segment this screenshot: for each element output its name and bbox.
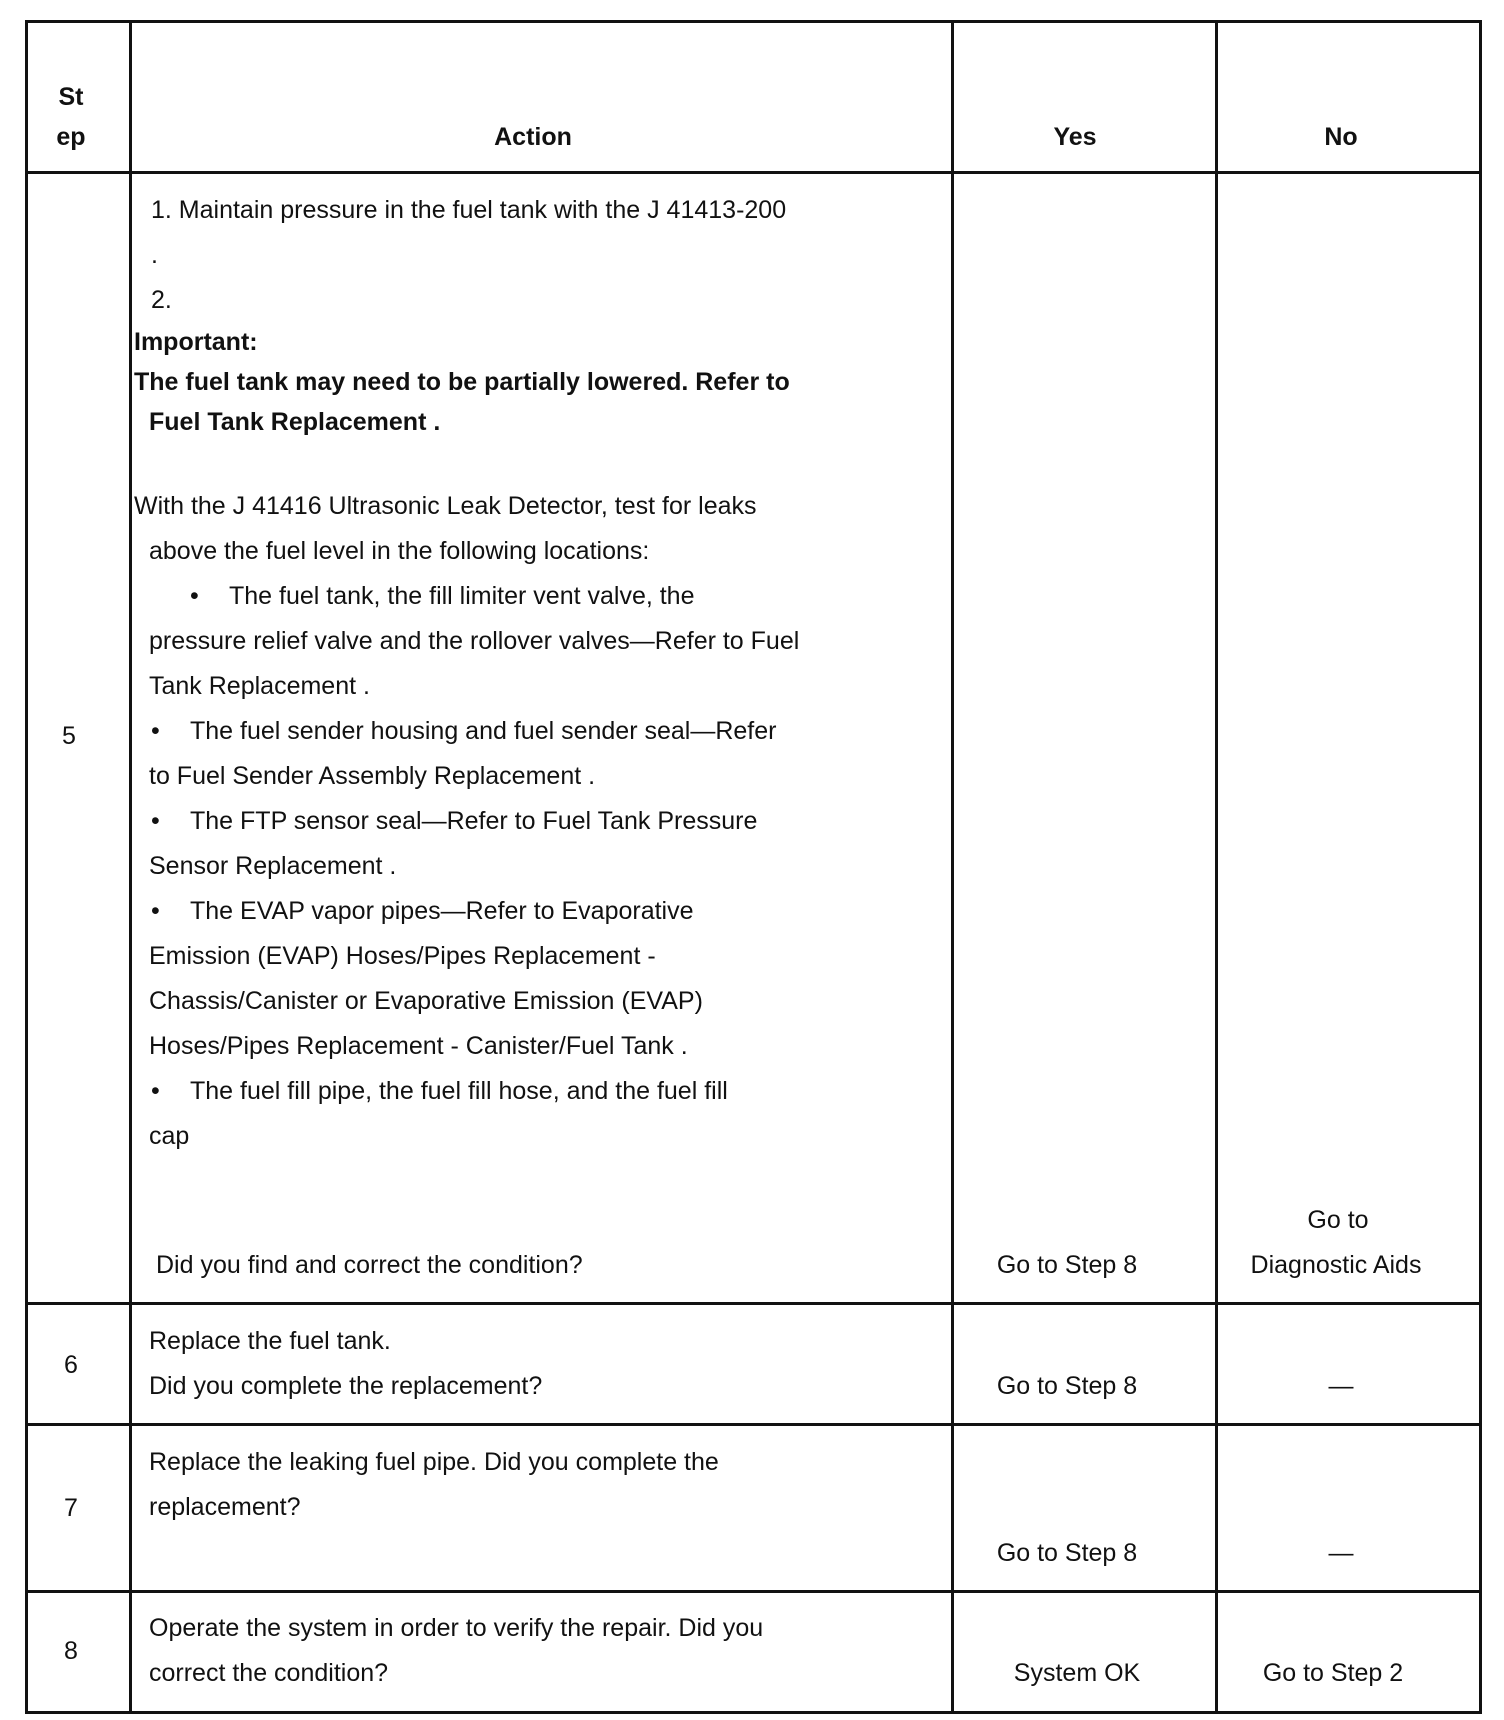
row7-action-line2: replacement? [149,1493,301,1521]
header-yes: Yes [1053,123,1097,151]
row5-no-line1: Go to [1307,1206,1369,1234]
table-border-left [25,20,28,1714]
row5-yes: Go to Step 8 [996,1251,1138,1279]
bullet-3-line1: The FTP sensor seal—Refer to Fuel Tank Pressure [190,807,758,835]
table-border-right [1479,20,1482,1714]
bullet-5-line1: The fuel fill pipe, the fuel fill hose, and the fuel fill [190,1077,728,1105]
step-number-7: 7 [64,1494,78,1522]
row8-yes: System OK [1013,1659,1141,1687]
step-number-5: 5 [62,722,76,750]
row7-no: — [1328,1539,1354,1567]
bullet-4-line3: Chassis/Canister or Evaporative Emission (EVAP) [149,987,703,1015]
column-divider-yes-no [1215,20,1218,1714]
row5-question: Did you find and correct the condition? [156,1251,583,1279]
bullet-4-line2: Emission (EVAP) Hoses/Pipes Replacement - [149,942,656,970]
header-action: Action [494,123,572,151]
row7-action-line1: Replace the leaking fuel pipe. Did you complete the [149,1448,719,1476]
bullet-5-marker: • [151,1077,160,1105]
important-text-line1: The fuel tank may need to be partially lowered. Refer to [134,368,790,396]
row8-action-line2: correct the condition? [149,1659,389,1687]
intro-line1: With the J 41416 Ultrasonic Leak Detector, test for leaks [134,492,757,520]
table-border-top [25,20,1482,23]
column-divider-step-action [129,20,132,1714]
step-number-8: 8 [64,1637,78,1665]
row-divider-7-8 [25,1590,1482,1593]
header-divider [25,171,1482,174]
bullet-4-marker: • [151,897,160,925]
row5-no-line2: Diagnostic Aids [1250,1251,1422,1279]
row6-action-line1: Replace the fuel tank. [149,1327,391,1355]
bullet-3-marker: • [151,807,160,835]
bullet-4-line4: Hoses/Pipes Replacement - Canister/Fuel Tank . [149,1032,688,1060]
bullet-1-line2: pressure relief valve and the rollover valves—Refer to Fuel [149,627,800,655]
row-divider-5-6 [25,1302,1482,1305]
row5-item1: 1. Maintain pressure in the fuel tank with the J 41413-200 [151,196,787,224]
bullet-1-line1: The fuel tank, the fill limiter vent valve, the [229,582,695,610]
row5-item1-dot: . [151,241,158,269]
intro-line2: above the fuel level in the following locations: [149,537,650,565]
bullet-1-line3: Tank Replacement . [149,672,370,700]
bullet-1-marker: • [190,582,199,610]
header-no: No [1324,123,1358,151]
bullet-2-line1: The fuel sender housing and fuel sender seal—Refer [190,717,777,745]
step-number-6: 6 [64,1351,78,1379]
bullet-4-line1: The EVAP vapor pipes—Refer to Evaporative [190,897,694,925]
bullet-3-line2: Sensor Replacement . [149,852,397,880]
row6-no: — [1328,1372,1354,1400]
important-label: Important: [134,328,258,356]
row8-action-line1: Operate the system in order to verify the repair. Did you [149,1614,764,1642]
row7-yes: Go to Step 8 [996,1539,1138,1567]
bullet-2-marker: • [151,717,160,745]
row6-action-line2: Did you complete the replacement? [149,1372,543,1400]
header-step-line2: ep [56,123,86,151]
table-border-bottom [25,1711,1482,1714]
header-step-line1: St [58,83,84,111]
row-divider-6-7 [25,1423,1482,1426]
row6-yes: Go to Step 8 [996,1372,1138,1400]
bullet-5-line2: cap [149,1122,190,1150]
column-divider-action-yes [951,20,954,1714]
bullet-2-line2: to Fuel Sender Assembly Replacement . [149,762,596,790]
row5-item2: 2. [151,286,172,314]
important-text-line2: Fuel Tank Replacement . [149,408,441,436]
row8-no: Go to Step 2 [1262,1659,1404,1687]
